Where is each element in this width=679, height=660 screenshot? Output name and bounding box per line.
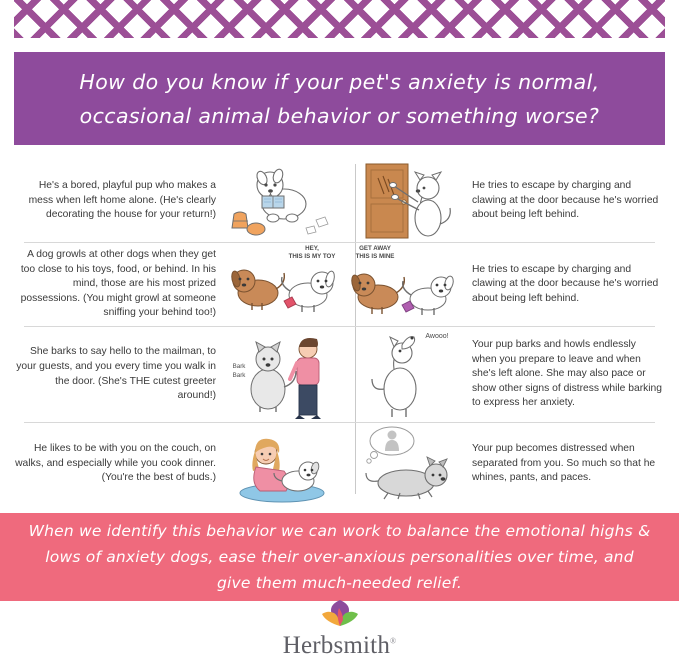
table-row xyxy=(14,160,665,242)
normal-behavior-text-2: A dog growls at other dogs when they get too close to his toys, food, or behind. In his mind, those are his most prized possessions. (You might growl at someone sniffing your behind too!) xyxy=(20,249,216,319)
brand-wordmark xyxy=(283,632,397,660)
two-dogs-guarding-toy-illustration xyxy=(344,243,462,326)
registered-trademark-symbol: ® xyxy=(390,636,397,646)
anxiety-behavior-text-4: Your pup becomes distressed when separated from you. So much so that he whines, pants, and paces. xyxy=(472,443,656,484)
top-lattice-decoration xyxy=(0,0,679,38)
dog-with-shredded-book-illustration xyxy=(226,160,344,242)
normal-behavior-text-1: He's a bored, playful pup who makes a mess when left home alone. (He's clearly decorating the house for your return!) xyxy=(28,180,216,221)
callout-label: GET AWAY xyxy=(359,245,391,252)
headline-banner xyxy=(14,52,665,145)
anxiety-behavior-text-2: He tries to escape by charging and clawing at the door because he's worried about being left behind. xyxy=(472,263,659,304)
dog-lying-down-dreaming-illustration xyxy=(344,423,462,505)
table-row xyxy=(14,327,665,422)
callout-label: THIS IS MINE xyxy=(355,253,395,260)
person-cuddling-dog-illustration xyxy=(226,423,344,505)
callout-label: Bark xyxy=(232,363,246,370)
callout-label: Bark xyxy=(232,372,246,379)
normal-behavior-text-3: She barks to say hello to the mailman, to your guests, and you every time you walk in the door. (She's THE cutest greeter around!) xyxy=(16,346,216,402)
conclusion-text: When we identify this behavior we can work to balance the emotional highs & lows of anxiety dogs, ease their over-anxious personalities over time, and give them much-needed relief. xyxy=(28,522,651,592)
footer-logo xyxy=(0,601,679,658)
normal-behavior-text-4: He likes to be with you on the couch, on walks, and especially while you cook dinner. (You're the best of buds.) xyxy=(15,443,216,484)
dog-clawing-door-illustration xyxy=(344,160,462,242)
comparison-grid xyxy=(14,160,665,505)
page-title: How do you know if your pet's anxiety is normal, occasional animal behavior or something worse? xyxy=(79,69,600,128)
leaf-flower-logo-icon xyxy=(317,600,363,631)
callout-label: HEY, xyxy=(305,245,319,252)
two-dogs-with-toy-illustration xyxy=(226,243,344,326)
brand-name: Herbsmith xyxy=(282,631,391,659)
callout-label: THIS IS MY TOY xyxy=(288,253,336,260)
howling-dog-illustration xyxy=(344,327,462,422)
dog-greeting-person-illustration xyxy=(226,327,344,422)
anxiety-behavior-text-1: He tries to escape by charging and clawing at the door because he's worried about being left behind. xyxy=(472,180,659,221)
conclusion-banner xyxy=(0,513,679,601)
table-row xyxy=(14,423,665,505)
lattice-pattern xyxy=(14,0,665,38)
table-row xyxy=(14,243,665,326)
callout-label: Awooo! xyxy=(425,333,449,340)
anxiety-behavior-text-3: Your pup barks and howls endlessly when you prepare to leave and when she's left alone. She may also pace or show other signs of distress while barking to express her anxiety. xyxy=(472,339,663,409)
